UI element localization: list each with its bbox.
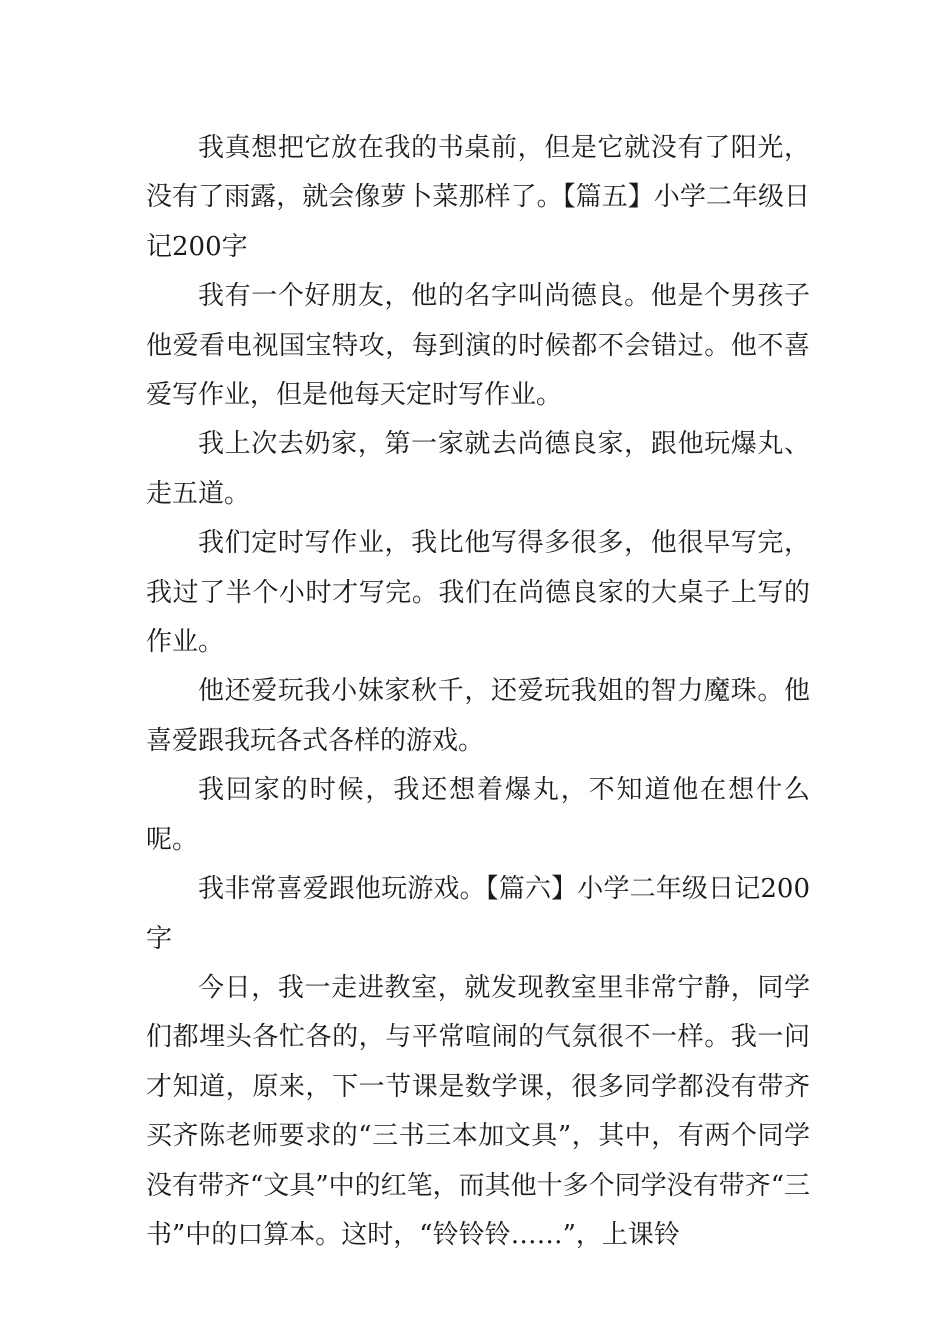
paragraph: 我真想把它放在我的书桌前，但是它就没有了阳光，没有了雨露，就会像萝卜菜那样了。【篇五】小学二年级日记200字 <box>146 133 810 262</box>
paragraph: 我上次去奶家，第一家就去尚德良家，跟他玩爆丸、走五道。 <box>146 429 810 509</box>
paragraph: 我非常喜爱跟他玩游戏。【篇六】小学二年级日记200字 <box>146 874 810 954</box>
paragraph: 他还爱玩我小妹家秋千，还爱玩我姐的智力魔珠。他喜爱跟我玩各式各样的游戏。 <box>146 676 810 756</box>
paragraph: 我有一个好朋友，他的名字叫尚德良。他是个男孩子他爱看电视国宝特攻，每到演的时候都不会错过。他不喜爱写作业，但是他每天定时写作业。 <box>146 281 810 411</box>
paragraph: 我回家的时候，我还想着爆丸，不知道他在想什么呢。 <box>146 775 810 855</box>
paragraph: 今日，我一走进教室，就发现教室里非常宁静，同学们都埋头各忙各的，与平常喧闹的气氛很不一样。我一问才知道，原来，下一节课是数学课，很多同学都没有带齐买齐陈老师要求的“三书三本加文具”，其中，有两个同学没有带齐“文具”中的红笔，而其他十多个同学没有带齐“三书”中的口算本。这时，“铃铃铃……”，上课铃 <box>146 972 810 1250</box>
document-body <box>146 124 810 1260</box>
paragraph: 我们定时写作业，我比他写得多很多，他很早写完，我过了半个小时才写完。我们在尚德良家的大桌子上写的作业。 <box>146 528 810 658</box>
